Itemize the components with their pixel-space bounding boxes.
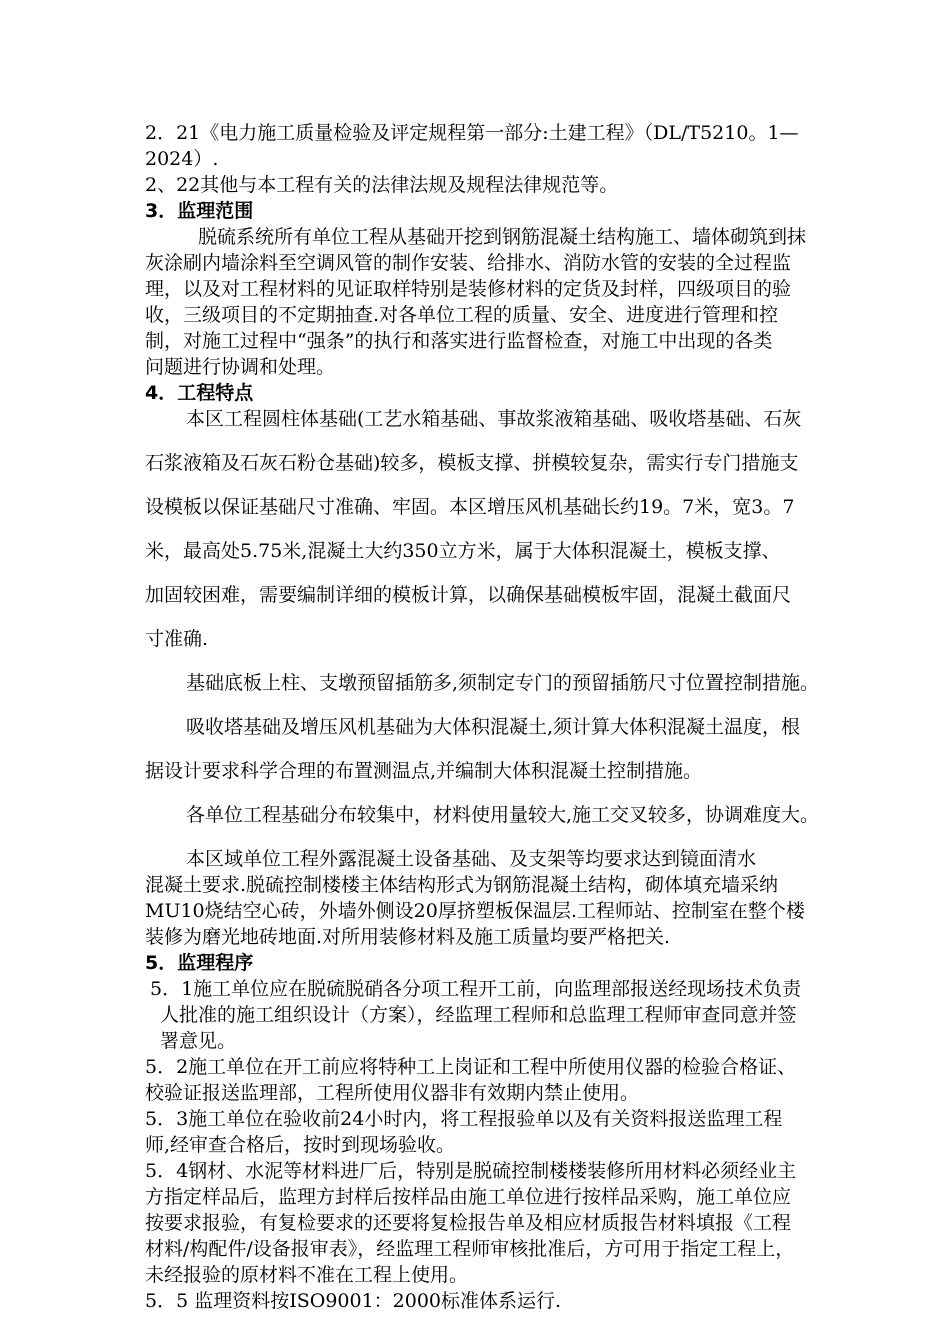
text-line: 石浆液箱及石灰石粉仓基础)较多，模板支撑、拼模较复杂，需实行专门措施支 xyxy=(145,452,799,474)
text-line: 混凝土要求.脱硫控制楼楼主体结构形式为钢筋混凝土结构，砌体填充墙采纳 xyxy=(145,874,779,896)
text-line: 本区域单位工程外露混凝土设备基础、及支架等均要求达到镜面清水 xyxy=(186,848,757,870)
text-line: 5．5 监理资料按ISO9001：2000标准体系运行. xyxy=(145,1290,562,1312)
text-line: 米，最高处5.75米,混凝土大约350立方米，属于大体积混凝土，模板支撑、 xyxy=(145,540,781,562)
text-line: 装修为磨光地砖地面.对所用装修材料及施工质量均要严格把关. xyxy=(145,926,671,948)
text-line: 据设计要求科学合理的布置测温点,并编制大体积混凝土控制措施。 xyxy=(145,760,703,782)
text-line: 师,经审查合格后，按时到现场验收。 xyxy=(145,1134,456,1156)
text-line: 寸准确. xyxy=(145,628,209,650)
text-line: 材料/构配件/设备报审表》，经监理工程师审核批准后，方可用于指定工程上， xyxy=(145,1238,795,1260)
text-line: 人批准的施工组织设计（方案），经监理工程师和总监理工程师审查同意并签 xyxy=(160,1004,797,1026)
text-line: 收，三级项目的不定期抽查.对各单位工程的质量、安全、进度进行管理和控 xyxy=(145,304,779,326)
text-line: 5．4钢材、水泥等材料进厂后，特别是脱硫控制楼楼装修所用材料必须经业主 xyxy=(145,1160,797,1182)
text-line: 2024）. xyxy=(145,148,219,170)
text-line: 未经报验的原材料不准在工程上使用。 xyxy=(145,1264,469,1286)
text-line: 各单位工程基础分布较集中，材料使用量较大,施工交叉较多，协调难度大。 xyxy=(186,804,820,826)
section-heading: 5．监理程序 xyxy=(145,952,254,974)
text-line: 本区工程圆柱体基础(工艺水箱基础、事故浆液箱基础、吸收塔基础、石灰 xyxy=(186,408,802,430)
text-line: 校验证报送监理部，工程所使用仪器非有效期内禁止使用。 xyxy=(145,1082,640,1104)
text-line: 问题进行协调和处理。 xyxy=(145,356,336,378)
section-heading: 3．监理范围 xyxy=(145,200,254,222)
section-heading: 4．工程特点 xyxy=(145,382,254,404)
text-line: 理，以及对工程材料的见证取样特别是装修材料的定货及封样，四级项目的验 xyxy=(145,278,792,300)
text-line: 灰涂刷内墙涂料至空调风管的制作安装、给排水、消防水管的安装的全过程监 xyxy=(145,252,792,274)
text-line: 按要求报验，有复检要求的还要将复检报告单及相应材质报告材料填报《工程 xyxy=(145,1212,792,1234)
text-line: 5．2施工单位在开工前应将特种工上岗证和工程中所使用仪器的检验合格证、 xyxy=(145,1056,797,1078)
text-line: 2、22其他与本工程有关的法律法规及规程法律规范等。 xyxy=(145,174,619,196)
text-line: 5．3施工单位在验收前24小时内，将工程报验单以及有关资料报送监理工程 xyxy=(145,1108,783,1130)
text-line: 制，对施工过程中“强条”的执行和落实进行监督检查，对施工中出现的各类 xyxy=(145,330,773,352)
text-line: 脱硫系统所有单位工程从基础开挖到钢筋混凝土结构施工、墙体砌筑到抹 xyxy=(198,226,807,248)
text-line: 基础底板上柱、支墩预留插筋多,须制定专门的预留插筋尺寸位置控制措施。 xyxy=(186,672,820,694)
text-line: 方指定样品后，监理方封样后按样品由施工单位进行按样品采购，施工单位应 xyxy=(145,1186,792,1208)
text-line: 吸收塔基础及增压风机基础为大体积混凝土,须计算大体积混凝土温度，根 xyxy=(186,716,801,738)
text-line: 署意见。 xyxy=(160,1030,237,1052)
text-line: MU10烧结空心砖，外墙外侧设20厚挤塑板保温层.工程师站、控制室在整个楼 xyxy=(145,900,805,922)
text-line: 5．1施工单位应在脱硫脱硝各分项工程开工前，向监理部报送经现场技术负责 xyxy=(150,978,802,1000)
text-line: 2．21《电力施工质量检验及评定规程第一部分:土建工程》（DL/T5210。1— xyxy=(145,122,799,144)
text-line: 设模板以保证基础尺寸准确、牢固。本区增压风机基础长约19。7米，宽3。7 xyxy=(145,496,795,518)
text-line: 加固较困难，需要编制详细的模板计算，以确保基础模板牢固，混凝土截面尺 xyxy=(145,584,792,606)
